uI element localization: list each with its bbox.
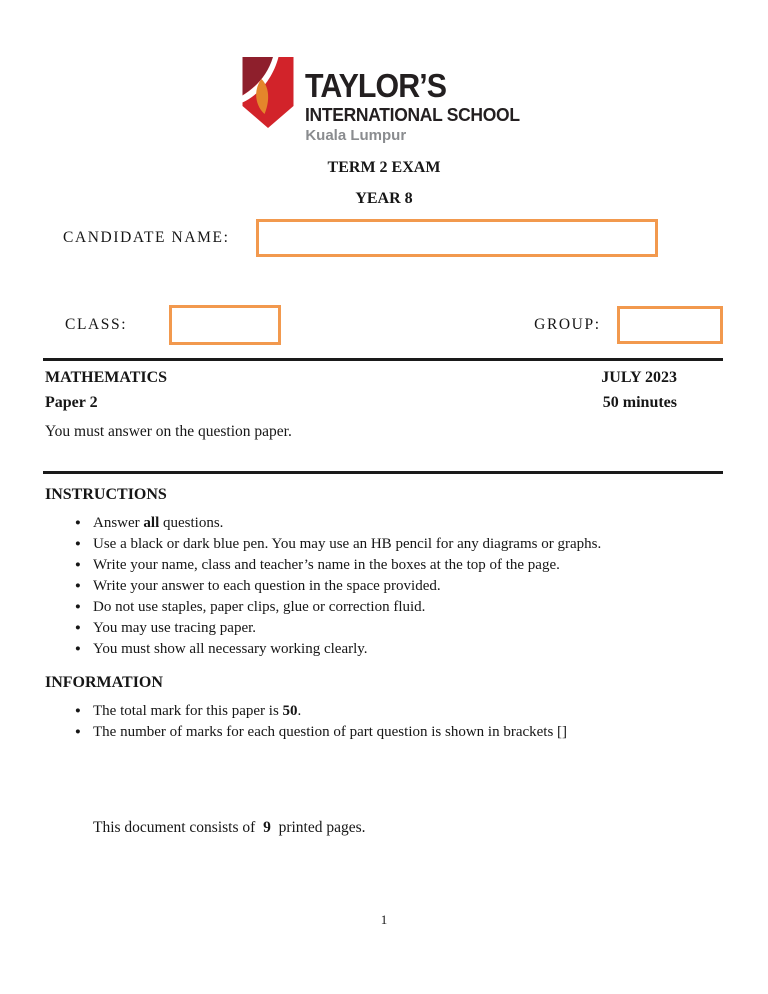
- exam-date: JULY 2023: [601, 369, 677, 386]
- bold-text: 50: [282, 702, 298, 719]
- list-item: [75, 555, 723, 576]
- text: questions.: [159, 514, 224, 531]
- school-type: INTERNATIONAL SCHOOL: [305, 105, 521, 125]
- information-list: [45, 701, 723, 743]
- exam-title: TERM 2 EXAM: [327, 159, 441, 176]
- candidate-name-field[interactable]: [256, 219, 658, 257]
- text: The total mark for this paper is: [93, 702, 283, 719]
- text: You must show all necessary working clearly.: [93, 640, 368, 657]
- text: You may use tracing paper.: [93, 619, 257, 636]
- text: The number of marks for each question of part question is shown in brackets []: [93, 723, 568, 740]
- text: Write your name, class and teacher’s name in the boxes at the top of the page.: [93, 556, 560, 573]
- list-item: [75, 639, 723, 660]
- instructions-heading: INSTRUCTIONS: [45, 485, 167, 503]
- paper-duration-row: [45, 395, 723, 411]
- text: Answer: [93, 514, 144, 531]
- text: This document consists of: [93, 818, 264, 836]
- list-item: [75, 513, 723, 534]
- text: Write your answer to each question in the space provided.: [93, 577, 441, 594]
- list-item: [75, 618, 723, 639]
- document-note: [93, 820, 723, 836]
- school-shield-icon: [241, 56, 295, 130]
- list-item: [75, 722, 723, 743]
- class-label: CLASS:: [65, 316, 128, 333]
- list-item: [75, 701, 723, 722]
- list-item: [75, 534, 723, 555]
- class-group-row: [65, 305, 723, 345]
- subject-label: MATHEMATICS: [45, 369, 168, 386]
- answer-note: You must answer on the question paper.: [45, 423, 292, 440]
- school-city: Kuala Lumpur: [305, 127, 407, 144]
- text: Use a black or dark blue pen. You may use an HB pencil for any diagrams or graphs.: [93, 535, 602, 552]
- candidate-name-label: CANDIDATE NAME:: [63, 229, 230, 246]
- divider-rule-bottom: [43, 471, 723, 474]
- text: .: [297, 702, 302, 719]
- class-field[interactable]: [169, 305, 281, 345]
- school-logo-text: [305, 56, 526, 143]
- group-label: GROUP:: [534, 316, 601, 333]
- list-item: [75, 597, 723, 618]
- list-item: [75, 576, 723, 597]
- information-heading: INFORMATION: [45, 673, 163, 691]
- school-name: TAYLOR’S: [305, 67, 447, 104]
- instructions-list: [45, 513, 723, 660]
- exam-year: YEAR 8: [355, 190, 413, 207]
- divider-rule-top: [43, 358, 723, 361]
- text: Do not use staples, paper clips, glue or correction fluid.: [93, 598, 426, 615]
- duration-label: 50 minutes: [602, 394, 677, 411]
- text: printed pages.: [270, 818, 366, 836]
- paper-label: Paper 2: [45, 394, 98, 411]
- school-logo: [0, 0, 768, 143]
- candidate-name-row: [63, 219, 723, 257]
- bold-text: all: [143, 514, 160, 531]
- subject-date-row: [45, 370, 723, 386]
- page-number: 1: [380, 912, 388, 927]
- bold-text: 9: [263, 818, 271, 836]
- group-field[interactable]: [617, 306, 723, 344]
